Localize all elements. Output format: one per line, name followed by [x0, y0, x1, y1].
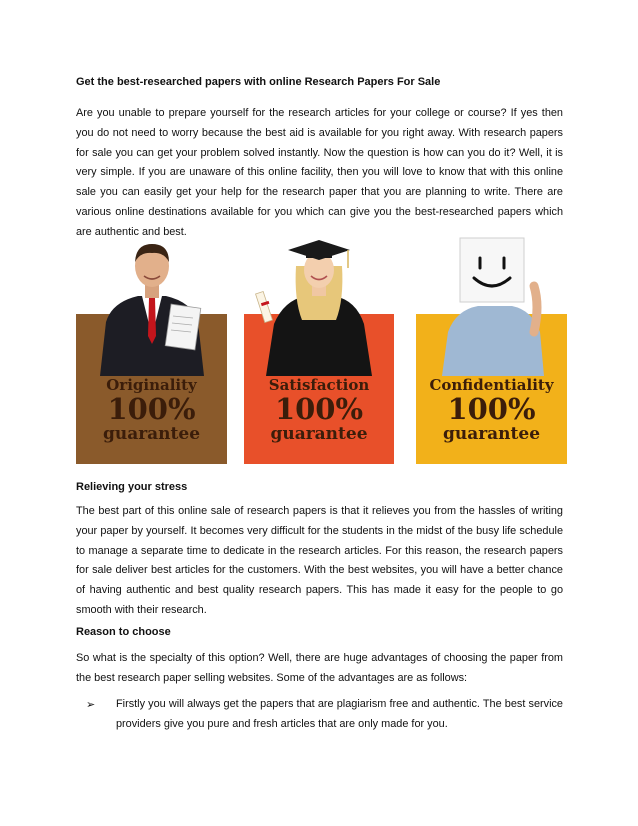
arrow-bullet-icon: ➢ — [86, 699, 96, 711]
panel-guarantee: guarantee — [270, 424, 368, 444]
paragraph-reason-to-choose: So what is the specialty of this option? Well, there are huge advantages of choosing the paper from the best research paper selling websites. Some of the advantages are as follows: — [76, 652, 563, 684]
banner-panel-originality — [76, 236, 227, 464]
panel-percent: 100% — [107, 392, 196, 426]
panel-caption — [416, 376, 567, 443]
bullet-text: Firstly you will always get the papers that are plagiarism free and authentic. The best service providers give you pure and fresh articles that are only made for you. — [116, 698, 563, 730]
banner-panel-satisfaction — [244, 236, 394, 464]
panel-title: Confidentiality — [429, 376, 554, 394]
bullet-list-item — [86, 695, 563, 735]
banner-panel-confidentiality — [416, 236, 567, 464]
panel-percent: 100% — [274, 392, 364, 426]
guarantee-banner — [76, 236, 567, 464]
panel-percent: 100% — [447, 392, 536, 426]
panel-title: Originality — [106, 376, 197, 394]
heading-reason-to-choose: Reason to choose — [76, 626, 171, 638]
panel-caption — [76, 376, 227, 443]
heading-best-researched-papers: Get the best-researched papers with online Research Papers For Sale — [76, 76, 441, 88]
paragraph-relieving-stress: The best part of this online sale of research papers is that it relieves you from the hassles of writing your paper by yourself. It becomes very difficult for the students in the midst of the busy life schedule to manage a separate time to dedicate in the research articles. For this reason, the research papers for sale deliver best articles for the customers. With the best websites, you will have a better chance of having authentic and best quality research papers. This has made it easy for the people to go smooth with their research. — [76, 505, 563, 616]
panel-title: Satisfaction — [268, 376, 370, 394]
panel-guarantee: guarantee — [442, 424, 541, 444]
heading-relieving-stress: Relieving your stress — [76, 481, 188, 493]
paragraph-intro: Are you unable to prepare yourself for the research articles for your college or course? If yes then you do not need to worry because the best aid is available for you right away. With research papers for sale you can get your problem solved instantly. Now the question is how can you do it? Well, it is very simple. If you are unaware of this online facility, then you will love to know that with this online sale you can easily get your help for the research paper that you are planning to write. There are various online destinations available for you which can give you the best-researched papers which are authentic and best. — [76, 107, 563, 238]
graduate-woman-with-diploma-icon — [244, 236, 394, 376]
panel-guarantee: guarantee — [102, 424, 201, 444]
man-holding-smiley-face-icon — [416, 236, 567, 376]
panel-caption — [244, 376, 394, 443]
man-in-suit-with-clipboard-icon — [76, 236, 227, 376]
